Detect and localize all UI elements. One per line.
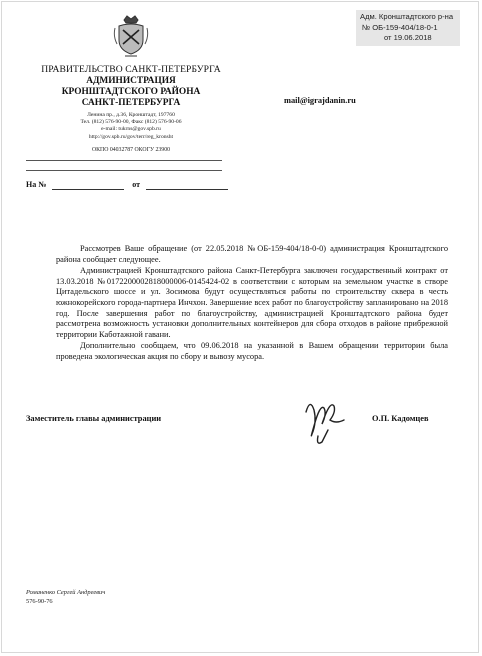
stamp-number: № ОБ-159-404/18-0-1 [362,22,438,32]
header-divider-2 [26,170,222,171]
admin-line-2: КРОНШТАДТСКОГО РАЙОНА [61,87,201,97]
okpo-codes: ОКПО 04032787 ОКОГУ 23900 [91,147,170,153]
government-title: ПРАВИТЕЛЬСТВО САНКТ-ПЕТЕРБУРГА [41,64,221,75]
signatory-name: О.П. Кадомцев [372,414,429,423]
body-paragraph-2: Администрацией Кронштадтского района Санкт-Петербурга заключен государственный контракт от 13.03.2018 №0172200002818000006-0145424-02 в соответствии с которым на земельном участке в створе Цитадельского шоссе и ул. Зосимова будут осуществляться работы по строительству сквера в честь южнокорейского города-партнера Инчхон. Завершение всех работ по благоустройству запланировано на 2018 год. После завершения работ по благоустройству, администрацией Кронштадтского района будет рассмотрена возможность установки дополнительных контейнеров для сбора отходов в районе прибрежной территории Каботажной гавани. [56,266,448,339]
executor-name: Романенко Сергей Андреевич [26,589,106,596]
administration-title [26,76,236,109]
contact-block [26,112,236,141]
letter-body [56,244,448,364]
body-paragraph-1: Рассмотрев Ваше обращение (от 22.05.2018 №ОБ-159-404/18-0-0) администрация Кронштадтского района сообщает следующее. [56,244,448,264]
reference-number-row [26,180,228,190]
number-label: На № [26,180,47,189]
address: Ленина пр., д.36, Кронштадт, 197760 [87,112,175,118]
date-label: от [132,180,141,189]
website: http://gov.spb.ru/gov/terr/reg_kronsht [88,133,174,140]
number-blank [52,180,124,190]
executor-phone: 576-90-76 [26,598,53,605]
stamp-office: Адм. Кронштадтского р-на [360,12,454,21]
signatory-role: Заместитель главы администрации [26,414,162,423]
header-divider [26,160,222,161]
executor-block [26,588,105,606]
date-blank [146,180,228,190]
body-paragraph-3: Дополнительно сообщаем, что 09.06.2018 на указанной в Вашем обращении территории была проведена экологическая акция по сбору и вывозу мусора. [56,341,448,361]
email: e-mail: tukrns@gov.spb.ru [101,126,161,133]
stamp-date: от 19.06.2018 [384,33,432,42]
admin-line-1: АДМИНИСТРАЦИЯ [86,76,176,86]
recipient-address: mail@igrajdanin.ru [284,96,356,105]
phone-fax: Тел. (812) 576-90-00, Факс (812) 576-90-06 [80,119,182,126]
handwritten-signature [300,390,362,450]
admin-line-3: САНКТ-ПЕТЕРБУРГА [81,98,181,108]
coat-of-arms-emblem [112,14,150,58]
registration-stamp [356,10,460,46]
